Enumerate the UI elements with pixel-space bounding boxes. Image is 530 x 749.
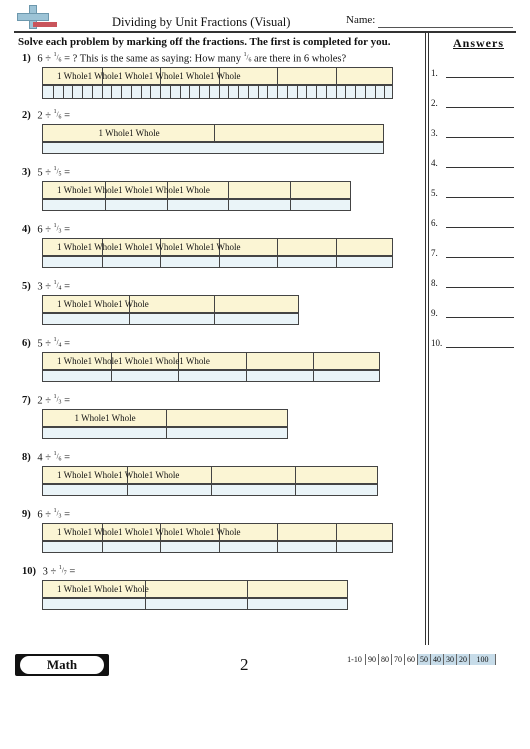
answer-line[interactable] xyxy=(446,197,514,198)
whole-divider xyxy=(214,125,215,141)
answer-number: 8. xyxy=(431,278,438,288)
fraction-cell-divider xyxy=(297,86,298,98)
whole-bar xyxy=(42,181,351,199)
fraction-cell-divider xyxy=(290,200,291,210)
fraction-strip[interactable] xyxy=(42,427,288,439)
name-field[interactable] xyxy=(378,27,513,28)
fraction-cell-divider xyxy=(209,86,210,98)
fraction-cell-divider xyxy=(102,542,103,552)
score-box: 30 xyxy=(444,654,457,665)
whole-bar-label: 1 Whole1 Whole1 Whole1 Whole1 Whole xyxy=(57,356,210,366)
fraction-cell-divider xyxy=(141,86,142,98)
fraction-cell-divider xyxy=(111,86,112,98)
fraction-cell-divider xyxy=(53,86,54,98)
whole-bar-label: 1 Whole1 Whole1 Whole1 Whole1 Whole1 Whole xyxy=(57,71,241,81)
fraction-cell-divider xyxy=(326,86,327,98)
problem-prompt: 2) $2 \div ^1/_6$ = xyxy=(22,109,70,122)
name-label: Name: xyxy=(346,14,376,26)
fraction-cell-divider xyxy=(131,86,132,98)
problem-prompt: 5) $3 \div ^1/_4$ = xyxy=(22,280,70,293)
fraction-strip[interactable] xyxy=(42,484,378,496)
fraction-cell-divider xyxy=(63,86,64,98)
answers-heading: Answers xyxy=(453,36,504,50)
fraction-strip[interactable] xyxy=(42,256,393,268)
fraction-cell-divider xyxy=(111,371,112,381)
answer-line[interactable] xyxy=(446,137,514,138)
fraction-cell-divider xyxy=(336,86,337,98)
instructions: Solve each problem by marking off the fractions. The first is completed for you. xyxy=(18,36,391,48)
plus-icon-bar xyxy=(17,13,49,21)
fraction-cell-divider xyxy=(384,86,385,98)
score-box: 80 xyxy=(379,654,392,665)
fraction-cell-divider xyxy=(72,86,73,98)
fraction-cell-divider xyxy=(178,371,179,381)
answer-number: 2. xyxy=(431,98,438,108)
problem-prompt: 9) $6 \div ^1/_3$ = xyxy=(22,508,70,521)
score-box: 50 xyxy=(418,654,431,665)
whole-bar xyxy=(42,295,299,313)
whole-divider xyxy=(336,68,337,84)
answer-column-divider xyxy=(425,31,426,645)
fraction-cell-divider xyxy=(82,86,83,98)
answer-number: 7. xyxy=(431,248,438,258)
whole-divider xyxy=(211,467,212,483)
fraction-cell-divider xyxy=(228,200,229,210)
fraction-cell-divider xyxy=(127,485,128,495)
fraction-cell-divider xyxy=(365,86,366,98)
fraction-cell-divider xyxy=(102,257,103,267)
fraction-strip[interactable] xyxy=(42,142,384,154)
problem-prompt: 6) $5 \div ^1/_4$ = xyxy=(22,337,70,350)
fraction-cell-divider xyxy=(150,86,151,98)
fraction-cell-divider xyxy=(267,86,268,98)
whole-divider xyxy=(313,353,314,369)
fraction-cell-divider xyxy=(316,86,317,98)
fraction-strip[interactable] xyxy=(42,313,299,325)
whole-bar-label: 1 Whole1 Whole1 Whole1 Whole1 Whole1 Whole xyxy=(57,242,241,252)
whole-bar xyxy=(42,580,348,598)
score-box: 60 xyxy=(405,654,418,665)
fraction-cell-divider xyxy=(166,428,167,438)
fraction-cell-divider xyxy=(105,200,106,210)
answer-line[interactable] xyxy=(446,317,514,318)
answer-number: 9. xyxy=(431,308,438,318)
fraction-strip[interactable] xyxy=(42,541,393,553)
score-box: 40 xyxy=(431,654,444,665)
fraction-cell-divider xyxy=(277,542,278,552)
fraction-cell-divider xyxy=(102,86,103,98)
answer-number: 10. xyxy=(431,338,443,348)
problem-prompt: 7) $2 \div ^1/_3$ = xyxy=(22,394,70,407)
fraction-cell-divider xyxy=(228,86,229,98)
fraction-cell-divider xyxy=(345,86,346,98)
whole-divider xyxy=(246,353,247,369)
whole-bar-label: 1 Whole1 Whole1 Whole1 Whole1 Whole xyxy=(57,185,210,195)
problem-prompt: 10) $3 \div ^1/_7$ = xyxy=(22,565,76,578)
fraction-cell-divider xyxy=(336,257,337,267)
fraction-cell-divider xyxy=(121,86,122,98)
fraction-strip[interactable] xyxy=(42,598,348,610)
fraction-cell-divider xyxy=(189,86,190,98)
answer-line[interactable] xyxy=(446,347,514,348)
fraction-cell-divider xyxy=(160,542,161,552)
fraction-cell-divider xyxy=(170,86,171,98)
whole-bar xyxy=(42,238,393,256)
fraction-strip[interactable] xyxy=(42,199,351,211)
whole-bar xyxy=(42,409,288,427)
math-badge-label: Math xyxy=(20,656,104,674)
answer-line[interactable] xyxy=(446,77,514,78)
whole-bar-label: 1 Whole1 Whole xyxy=(74,413,136,423)
minus-icon xyxy=(33,22,57,27)
whole-bar xyxy=(42,466,378,484)
whole-bar-label: 1 Whole1 Whole1 Whole1 Whole xyxy=(57,470,180,480)
whole-divider xyxy=(166,410,167,426)
fraction-cell-divider xyxy=(287,86,288,98)
score-box: 20 xyxy=(457,654,470,665)
fraction-cell-divider xyxy=(258,86,259,98)
fraction-strip[interactable] xyxy=(42,85,393,99)
fraction-cell-divider xyxy=(295,485,296,495)
whole-divider xyxy=(336,524,337,540)
whole-divider xyxy=(214,296,215,312)
answer-number: 4. xyxy=(431,158,438,168)
score-box: 90 xyxy=(366,654,379,665)
problem-prompt: 8) $4 \div ^1/_6$ = xyxy=(22,451,70,464)
whole-divider xyxy=(277,68,278,84)
header-rule xyxy=(14,31,516,33)
answer-line[interactable] xyxy=(446,257,514,258)
answer-line[interactable] xyxy=(446,227,514,228)
answer-number: 3. xyxy=(431,128,438,138)
fraction-cell-divider xyxy=(219,257,220,267)
worksheet-title: Dividing by Unit Fractions (Visual) xyxy=(112,15,291,29)
fraction-cell-divider xyxy=(219,86,220,98)
fraction-cell-divider xyxy=(246,371,247,381)
whole-bar-label: 1 Whole1 Whole1 Whole xyxy=(57,299,149,309)
whole-divider xyxy=(295,467,296,483)
page-number: 2 xyxy=(240,655,249,674)
fraction-cell-divider xyxy=(219,542,220,552)
fraction-cell-divider xyxy=(306,86,307,98)
answer-line[interactable] xyxy=(446,107,514,108)
fraction-cell-divider xyxy=(199,86,200,98)
fraction-cell-divider xyxy=(336,542,337,552)
whole-bar-label: 1 Whole1 Whole1 Whole xyxy=(57,584,149,594)
whole-bar-label: 1 Whole1 Whole xyxy=(98,128,160,138)
answer-column-divider-inner xyxy=(428,31,429,645)
fraction-cell-divider xyxy=(313,371,314,381)
fraction-cell-divider xyxy=(92,86,93,98)
whole-bar xyxy=(42,67,393,85)
score-box: 70 xyxy=(392,654,405,665)
fraction-cell-divider xyxy=(277,86,278,98)
problem-prompt: 1) $6 \div ^1/_6$ = ? This is the same as saying: How many $^1/_6$ are there in 6 wholes? xyxy=(22,52,347,65)
fraction-strip[interactable] xyxy=(42,370,380,382)
score-box: 1-10 xyxy=(344,654,366,665)
whole-divider xyxy=(277,524,278,540)
fraction-cell-divider xyxy=(355,86,356,98)
whole-bar xyxy=(42,124,384,142)
fraction-cell-divider xyxy=(211,485,212,495)
whole-bar xyxy=(42,352,380,370)
fraction-cell-divider xyxy=(247,599,248,609)
fraction-cell-divider xyxy=(129,314,130,324)
fraction-cell-divider xyxy=(167,200,168,210)
fraction-cell-divider xyxy=(238,86,239,98)
fraction-cell-divider xyxy=(375,86,376,98)
answer-number: 6. xyxy=(431,218,438,228)
whole-bar-label: 1 Whole1 Whole1 Whole1 Whole1 Whole1 Whole xyxy=(57,527,241,537)
fraction-cell-divider xyxy=(145,599,146,609)
fraction-cell-divider xyxy=(277,257,278,267)
whole-divider xyxy=(336,239,337,255)
whole-bar xyxy=(42,523,393,541)
problem-prompt: 4) $6 \div ^1/_3$ = xyxy=(22,223,70,236)
whole-divider xyxy=(290,182,291,198)
whole-divider xyxy=(277,239,278,255)
score-box: 100 xyxy=(470,654,496,665)
answer-line[interactable] xyxy=(446,287,514,288)
fraction-cell-divider xyxy=(180,86,181,98)
problem-prompt: 3) $5 \div ^1/_5$ = xyxy=(22,166,70,179)
fraction-cell-divider xyxy=(160,86,161,98)
whole-divider xyxy=(228,182,229,198)
whole-divider xyxy=(247,581,248,597)
answer-line[interactable] xyxy=(446,167,514,168)
fraction-cell-divider xyxy=(160,257,161,267)
fraction-cell-divider xyxy=(248,86,249,98)
answer-number: 5. xyxy=(431,188,438,198)
answer-number: 1. xyxy=(431,68,438,78)
fraction-cell-divider xyxy=(214,314,215,324)
